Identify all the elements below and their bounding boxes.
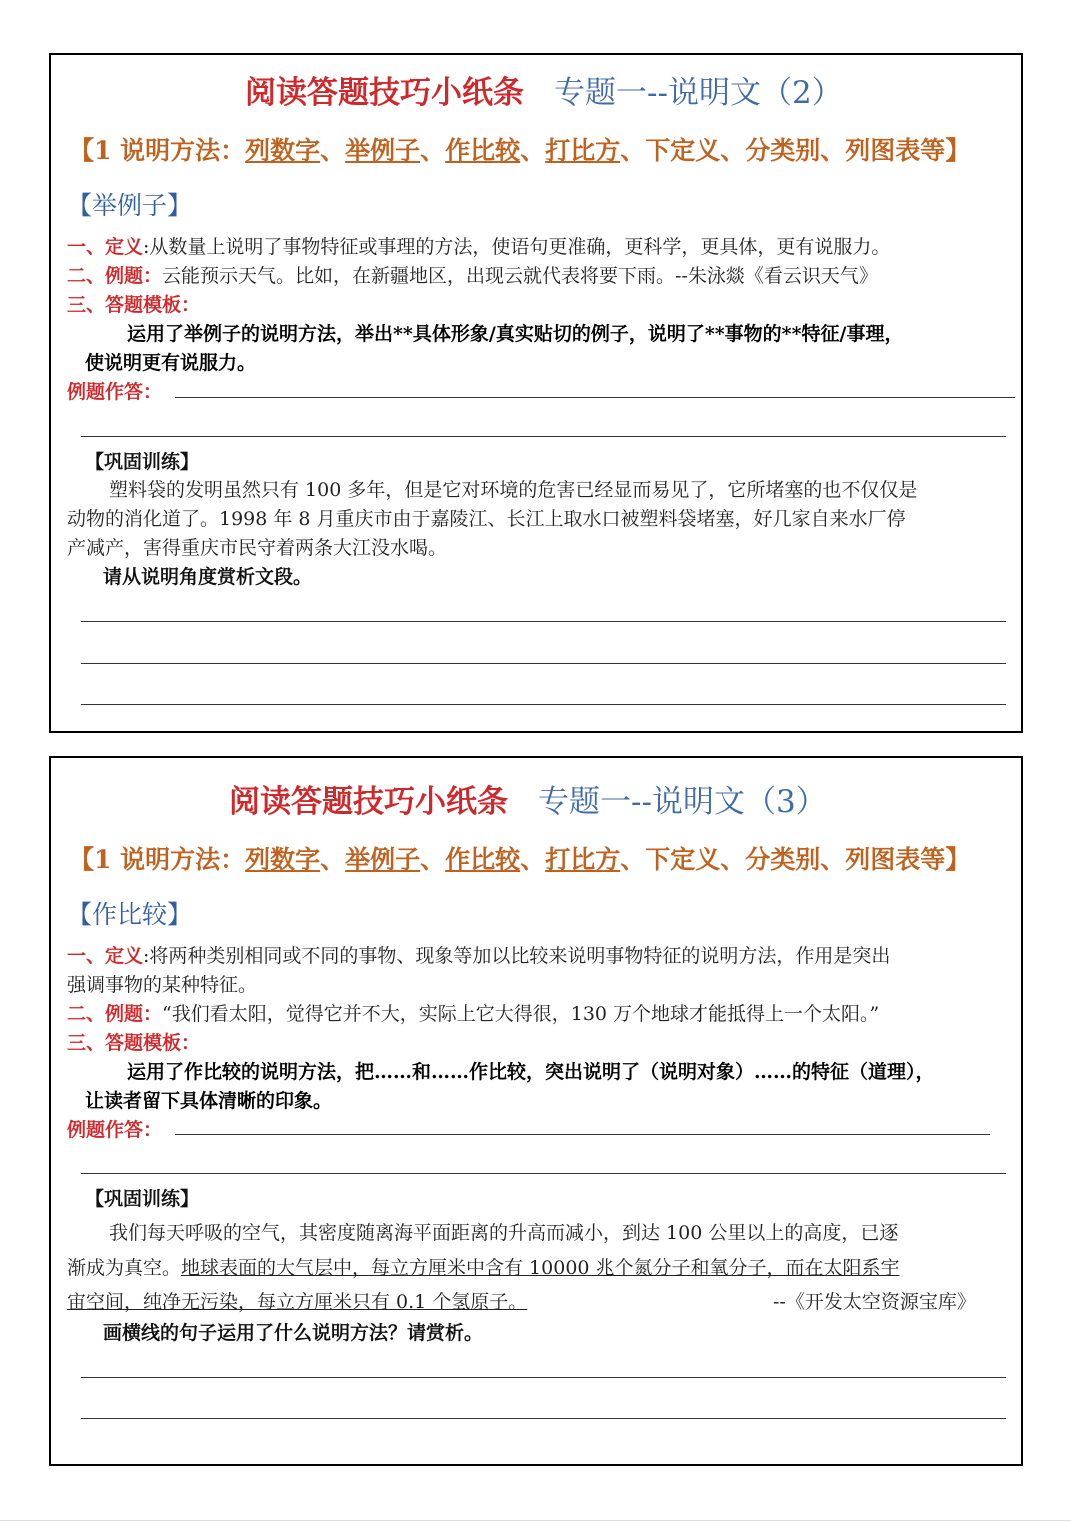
tip-card-2 xyxy=(49,53,1023,733)
question: 请从说明角度赏析文段。 xyxy=(103,566,313,588)
underlined-sentence: 地球表面的大气层中，每立方厘米中含有 10000 兆个氮分子和氧分子，而在太阳系宇 xyxy=(181,1257,900,1279)
example-line: 二、例题：“我们看太阳，觉得它并不大，实际上它大得很，130 万个地球才能抵得上一个太阳。” xyxy=(67,1003,880,1025)
answer-line xyxy=(81,1418,1006,1419)
template-label: 三、答题模板： xyxy=(67,294,201,316)
passage-line: 我们每天呼吸的空气，其密度随离海平面距离的升高而减小，到达 100 公里以上的高度，已逐 xyxy=(109,1222,899,1244)
answer-line xyxy=(81,1377,1006,1378)
question: 画横线的句子运用了什么说明方法？请赏析。 xyxy=(103,1322,484,1344)
passage-line: 产减产，害得重庆市民守着两条大江没水喝。 xyxy=(67,537,448,559)
answer-line xyxy=(81,663,1006,664)
answer-label: 例题作答： xyxy=(67,381,163,403)
drill-heading: 【巩固训练】 xyxy=(85,1188,200,1210)
underlined-sentence: 宙空间，纯净无污染，每立方厘米只有 0.1 个氢原子。 xyxy=(67,1291,528,1313)
example-line: 二、例题：云能预示天气。比如，在新疆地区，出现云就代表将要下雨。--朱泳燚《看云识天气》 xyxy=(67,265,878,287)
passage-line xyxy=(67,1287,527,1314)
answer-line xyxy=(81,1173,1006,1174)
section-heading: 【举例子】 xyxy=(67,191,193,220)
methods-list: 【1 说明方法：列数字、举例子、作比较、打比方、下定义、分类别、列图表等】 xyxy=(69,136,971,165)
title-main: 阅读答题技巧小纸条 xyxy=(229,784,508,820)
passage-line: 动物的消化道了。1998 年 8 月重庆市由于嘉陵江、长江上取水口被塑料袋堵塞，好几家自来水厂停 xyxy=(67,508,906,530)
title-topic: 专题一--说明文（2） xyxy=(554,75,843,111)
template-line-1: 运用了作比较的说明方法，把……和……作比较，突出说明了（说明对象）……的特征（道理）， xyxy=(127,1061,935,1083)
definition-line: 一、定义:从数量上说明了事物特征或事理的方法，使语句更准确，更科学，更具体，更有说服力。 xyxy=(67,236,891,258)
title-main: 阅读答题技巧小纸条 xyxy=(245,75,524,111)
page-divider xyxy=(0,1520,1071,1521)
section-heading: 【作比较】 xyxy=(67,900,193,929)
answer-label: 例题作答： xyxy=(67,1119,163,1141)
title-topic: 专题一--说明文（3） xyxy=(538,784,827,820)
template-line-2: 使说明更有说服力。 xyxy=(85,352,257,374)
passage-source: --《开发太空资源宝库》 xyxy=(773,1291,976,1313)
definition-line-2: 强调事物的某种特征。 xyxy=(67,974,258,996)
card-title xyxy=(245,67,843,112)
card-title xyxy=(229,776,827,821)
answer-line xyxy=(175,1134,990,1135)
answer-line xyxy=(81,704,1006,705)
passage-line: 渐成为真空。地球表面的大气层中，每立方厘米中含有 10000 兆个氮分子和氧分子，而在太阳系宇 xyxy=(67,1257,900,1279)
template-label: 三、答题模板： xyxy=(67,1032,201,1054)
template-line-2: 让读者留下具体清晰的印象。 xyxy=(85,1090,333,1112)
template-line-1: 运用了举例子的说明方法，举出**具体形象/真实贴切的例子，说明了**事物的**特征/事理， xyxy=(127,323,904,345)
drill-heading: 【巩固训练】 xyxy=(85,451,200,473)
methods-list: 【1 说明方法：列数字、举例子、作比较、打比方、下定义、分类别、列图表等】 xyxy=(69,845,971,874)
tip-card-3 xyxy=(49,756,1023,1466)
definition-line: 一、定义:将两种类别相同或不同的事物、现象等加以比较来说明事物特征的说明方法，作用是突出 xyxy=(67,945,891,967)
answer-line xyxy=(81,621,1006,622)
answer-line xyxy=(175,397,1015,398)
answer-line xyxy=(81,436,1006,437)
passage-line: 塑料袋的发明虽然只有 100 多年，但是它对环境的危害已经显而易见了，它所堵塞的也不仅仅是 xyxy=(109,479,918,501)
